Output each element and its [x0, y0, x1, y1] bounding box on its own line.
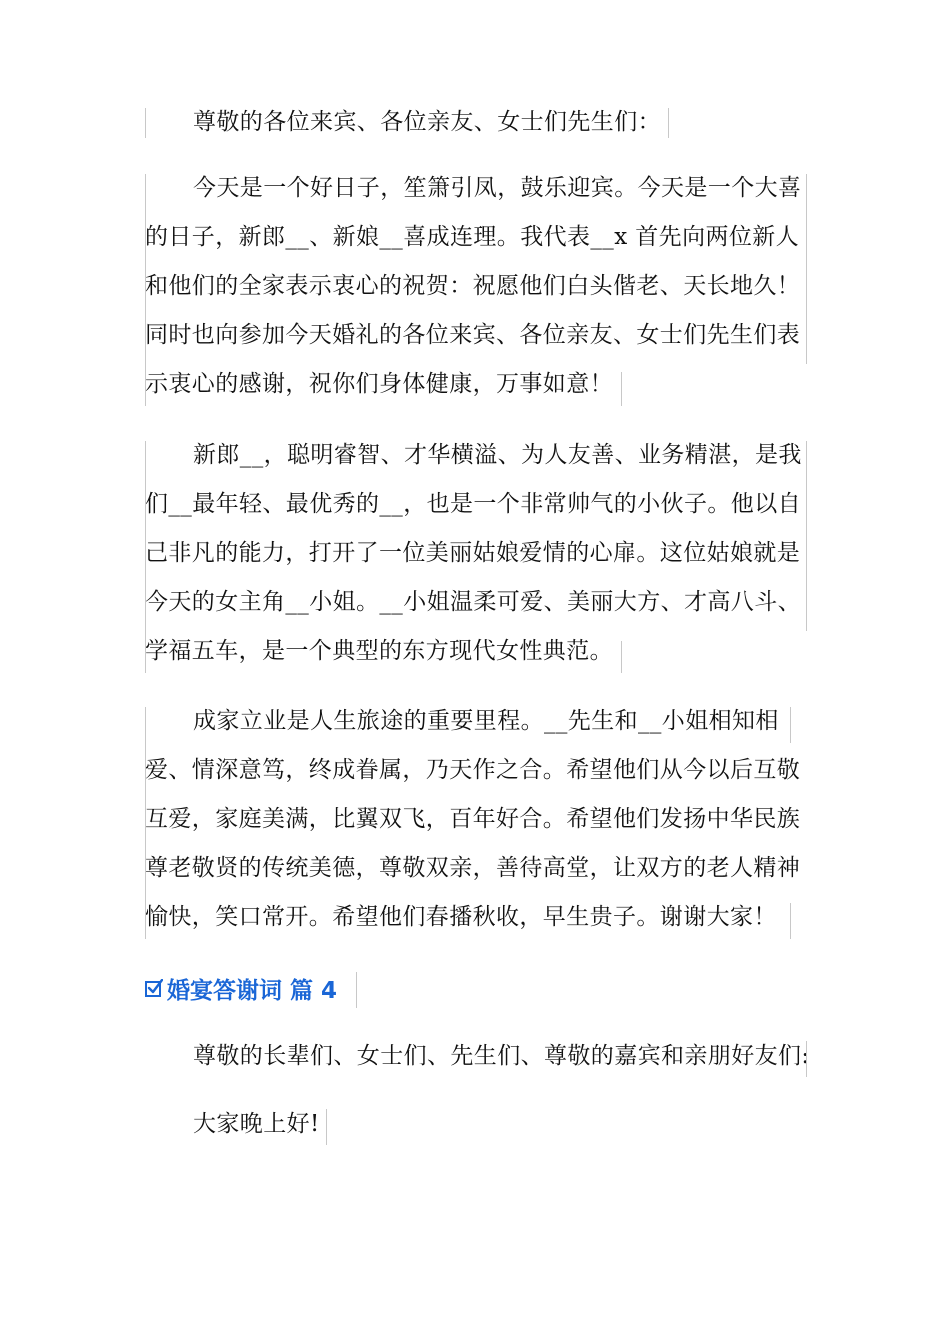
text-frame-marker: [790, 903, 791, 939]
text-frame-marker: [145, 174, 146, 406]
paragraph-line: 今天的女主角__小姐。__小姐温柔可爱、美丽大方、才高八斗、: [145, 589, 801, 615]
paragraph-line: 的日子，新郎__、新娘__喜成连理。我代表__x 首先向两位新人: [145, 224, 800, 250]
paragraph-line: 成家立业是人生旅途的重要里程。__先生和__小姐相知相: [193, 708, 779, 734]
paragraph-line: 尊敬的长辈们、女士们、先生们、尊敬的嘉宾和亲朋好友们:: [193, 1043, 810, 1069]
paragraph-line: 己非凡的能力，打开了一位美丽姑娘爱情的心扉。这位姑娘就是: [145, 540, 801, 566]
text-frame-marker: [326, 1109, 327, 1145]
text-frame-marker: [621, 372, 622, 406]
paragraph-blessing: [145, 697, 800, 942]
paragraph-line: 学福五车，是一个典型的东方现代女性典范。: [145, 638, 613, 664]
paragraph-line: 尊老敬贤的传统美德，尊敬双亲，善待高堂，让双方的老人精神: [145, 855, 801, 881]
paragraph-line: 示衷心的感谢，祝你们身体健康，万事如意！: [145, 371, 613, 397]
paragraph-good-evening: [145, 1100, 320, 1149]
paragraph-line: 们__最年轻、最优秀的__，也是一个非常帅气的小伙子。他以自: [145, 491, 801, 517]
text-frame-marker: [668, 108, 669, 138]
text-frame-marker: [145, 441, 146, 673]
paragraph-line: 和他们的全家表示衷心的祝贺：祝愿他们白头偕老、天长地久！: [145, 273, 801, 299]
paragraph-line: 愉快，笑口常开。希望他们春播秋收，早生贵子。谢谢大家！: [145, 904, 777, 930]
section-heading: [145, 968, 337, 1008]
text-frame-marker: [790, 707, 791, 743]
section-heading-text: 婚宴答谢词 篇 4: [167, 977, 338, 1004]
paragraph-line: 大家晚上好!: [193, 1111, 320, 1137]
paragraph-line: 爱、情深意笃，终成眷属，乃天作之合。希望他们从今以后互敬: [145, 757, 801, 783]
text-frame-marker: [621, 641, 622, 673]
paragraph-line: 同时也向参加今天婚礼的各位来宾、各位亲友、女士们先生们表: [145, 322, 801, 348]
paragraph-line: 今天是一个好日子，笙箫引凤，鼓乐迎宾。今天是一个大喜: [193, 175, 802, 201]
text-frame-marker: [356, 972, 357, 1008]
paragraph-line: 互爱，家庭美满，比翼双飞，百年好合。希望他们发扬中华民族: [145, 806, 801, 832]
paragraph-line: 尊敬的各位来宾、各位亲友、女士们先生们：: [193, 109, 661, 135]
paragraph-groom: [145, 431, 802, 676]
text-frame-marker: [145, 707, 146, 939]
paragraph-line: 新郎__，聪明睿智、才华横溢、为人友善、业务精湛，是我: [193, 442, 802, 468]
paragraph-opening: [145, 164, 801, 409]
checkbox-icon: [145, 979, 163, 997]
text-frame-marker: [806, 441, 807, 631]
paragraph-salutation: [145, 1032, 810, 1081]
text-frame-marker: [145, 108, 146, 138]
paragraph-greeting: [145, 98, 661, 147]
text-frame-marker: [806, 1041, 807, 1077]
text-frame-marker: [806, 174, 807, 364]
